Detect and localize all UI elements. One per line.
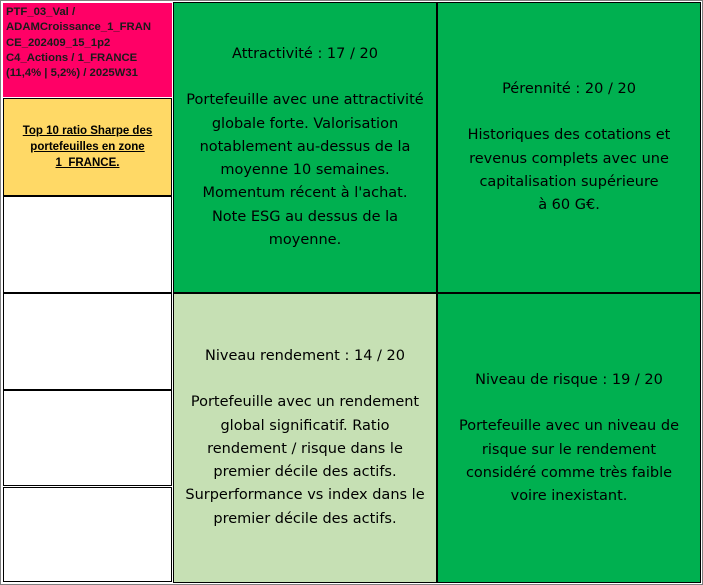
empty-cell	[3, 293, 172, 390]
rendement-text-line: premier décile des actifs.	[213, 510, 397, 527]
risque-cell	[437, 293, 701, 583]
risque-block	[438, 369, 700, 508]
attractivite-text-line: globale forte. Valorisation	[211, 115, 399, 132]
risque-text-line: considéré comme très faible	[465, 464, 673, 481]
attractivite-text-line: notablement au-dessus de la	[199, 138, 411, 155]
rendement-text-line: global significatif. Ratio	[220, 417, 390, 434]
risque-text-line: risque sur le rendement	[481, 441, 657, 458]
risque-text-line: voire inexistant.	[510, 488, 628, 505]
attractivite-text-line: Note ESG au dessus de la	[211, 208, 399, 225]
ranking-cell	[3, 98, 172, 196]
portfolio-id-cell	[3, 3, 172, 97]
rendement-text-line: Portefeuille avec un rendement	[190, 394, 420, 411]
rendement-cell	[173, 293, 437, 583]
risque-title: Niveau de risque : 19 / 20	[475, 372, 663, 388]
attractivite-text-line: Portefeuille avec une attractivité	[186, 92, 424, 109]
empty-cell	[3, 196, 172, 293]
rendement-title: Niveau rendement : 14 / 20	[205, 348, 405, 364]
attractivite-text-line: moyenne.	[268, 232, 342, 249]
attractivite-text-line: moyenne 10 semaines.	[220, 162, 390, 179]
rendement-block	[174, 345, 436, 531]
perennite-text-line: revenus complets avec une	[469, 150, 669, 167]
portfolio-id-line: CE_202409_15_1p2	[6, 36, 111, 49]
attractivite-title: Attractivité : 17 / 20	[232, 46, 378, 62]
rendement-text-line: rendement / risque dans le	[207, 440, 403, 457]
perennite-text-line: Historiques des cotations et	[467, 127, 671, 144]
perennite-cell	[437, 2, 701, 293]
portfolio-id-line: (11,4% | 5,2%) / 2025W31	[6, 67, 138, 80]
attractivite-cell	[173, 2, 437, 293]
empty-cell	[3, 390, 172, 486]
portfolio-id-line: PTF_03_Val /	[6, 6, 76, 18]
rendement-text-line: Surperformance vs index dans le	[185, 487, 425, 504]
perennite-block	[438, 78, 700, 217]
empty-cell	[3, 487, 172, 582]
attractivite-text-line: Momentum récent à l'achat.	[202, 185, 408, 202]
perennite-title: Pérennité : 20 / 20	[502, 81, 636, 97]
ranking-label: Top 10 ratio Sharpe des portefeuilles en zone 1_FRANCE.	[22, 125, 153, 169]
attractivite-block	[174, 43, 436, 252]
portfolio-id-line: C4_Actions / 1_FRANCE	[6, 51, 138, 64]
rendement-text-line: premier décile des actifs.	[213, 464, 397, 481]
perennite-text-line: capitalisation supérieure	[479, 173, 659, 190]
risque-text-line: Portefeuille avec un niveau de	[459, 418, 679, 435]
perennite-text-line: à 60 G€.	[538, 197, 600, 214]
portfolio-id-line: ADAMCroissance_1_FRAN	[6, 21, 152, 34]
